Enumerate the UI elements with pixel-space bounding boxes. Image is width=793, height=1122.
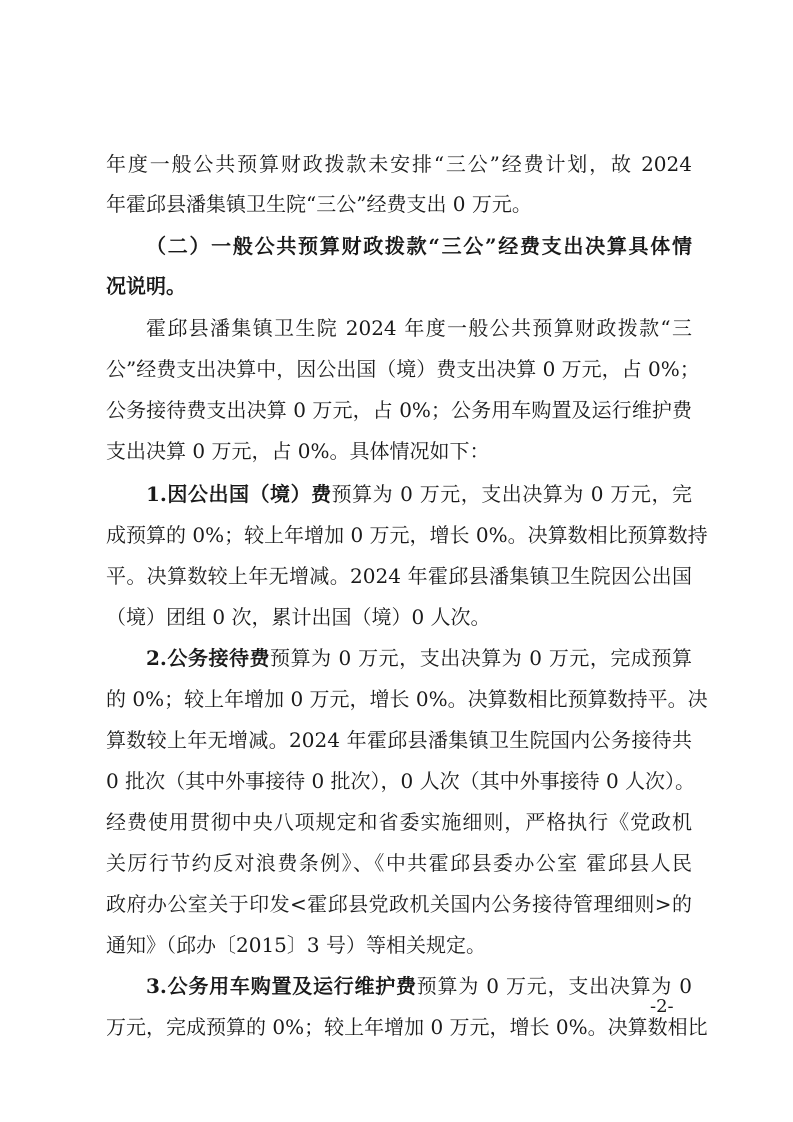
section-heading: 况说明。 (106, 274, 186, 298)
item-heading: 1.因公出国（境）费 (146, 482, 332, 506)
paragraph-line: 年霍邱县潘集镇卫生院“三公”经费支出 0 万元。 (106, 192, 532, 216)
item-text: 预算为 0 万元，支出决算为 0 万元，完成预算 (270, 646, 692, 670)
item-heading: 3.公务用车购置及运行维护费 (146, 974, 417, 998)
paragraph-line: 成预算的 0%；较上年增加 0 万元，增长 0%。决算数相比预算数持 (106, 523, 708, 547)
paragraph-line: 平。决算数较上年无增减。2024 年霍邱县潘集镇卫生院因公出国 (106, 564, 692, 588)
paragraph-line: 霍邱县潘集镇卫生院 2024 年度一般公共预算财政拨款“三 (146, 316, 692, 340)
paragraph-line: 政府办公室关于印发<霍邱县党政机关国内公务接待管理细则>的 (106, 892, 692, 916)
item-text: 预算为 0 万元，支出决算为 0 万元，完 (331, 482, 692, 506)
paragraph-line: 公”经费支出决算中，因公出国（境）费支出决算 0 万元，占 0%； (106, 357, 700, 381)
item-heading: 2.公务接待费 (146, 646, 271, 670)
paragraph-line: 支出决算 0 万元，占 0%。具体情况如下： (106, 439, 490, 463)
paragraph-line: 0 批次（其中外事接待 0 批次），0 人次（其中外事接待 0 人次）。 (106, 769, 696, 793)
paragraph-line: 通知》（邱办〔2015〕3 号）等相关规定。 (106, 933, 486, 957)
paragraph-line: 公务接待费支出决算 0 万元，占 0%；公务用车购置及运行维护费 (106, 398, 692, 422)
paragraph-line: 关厉行节约反对浪费条例》、《中共霍邱县委办公室 霍邱县人民 (106, 851, 692, 875)
paragraph-line (146, 474, 692, 514)
page-number: -2- (650, 996, 674, 1017)
paragraph-line: 年度一般公共预算财政拨款未安排“三公”经费计划，故 2024 (106, 152, 692, 176)
paragraph-line (146, 966, 692, 1006)
section-heading: （二）一般公共预算财政拨款“三公”经费支出决算具体情 (146, 234, 692, 258)
item-text: 预算为 0 万元，支出决算为 0 (416, 974, 692, 998)
paragraph-line: 的 0%；较上年增加 0 万元，增长 0%。决算数相比预算数持平。决 (106, 687, 708, 711)
paragraph-line (146, 638, 692, 678)
paragraph-line: （境）团组 0 次，累计出国（境）0 人次。 (106, 605, 491, 629)
paragraph-line: 算数较上年无增减。2024 年霍邱县潘集镇卫生院国内公务接待共 (106, 728, 692, 752)
paragraph-line: 经费使用贯彻中央八项规定和省委实施细则，严格执行《党政机 (106, 810, 692, 834)
paragraph-line: 万元，完成预算的 0%；较上年增加 0 万元，增长 0%。决算数相比 (106, 1015, 708, 1039)
